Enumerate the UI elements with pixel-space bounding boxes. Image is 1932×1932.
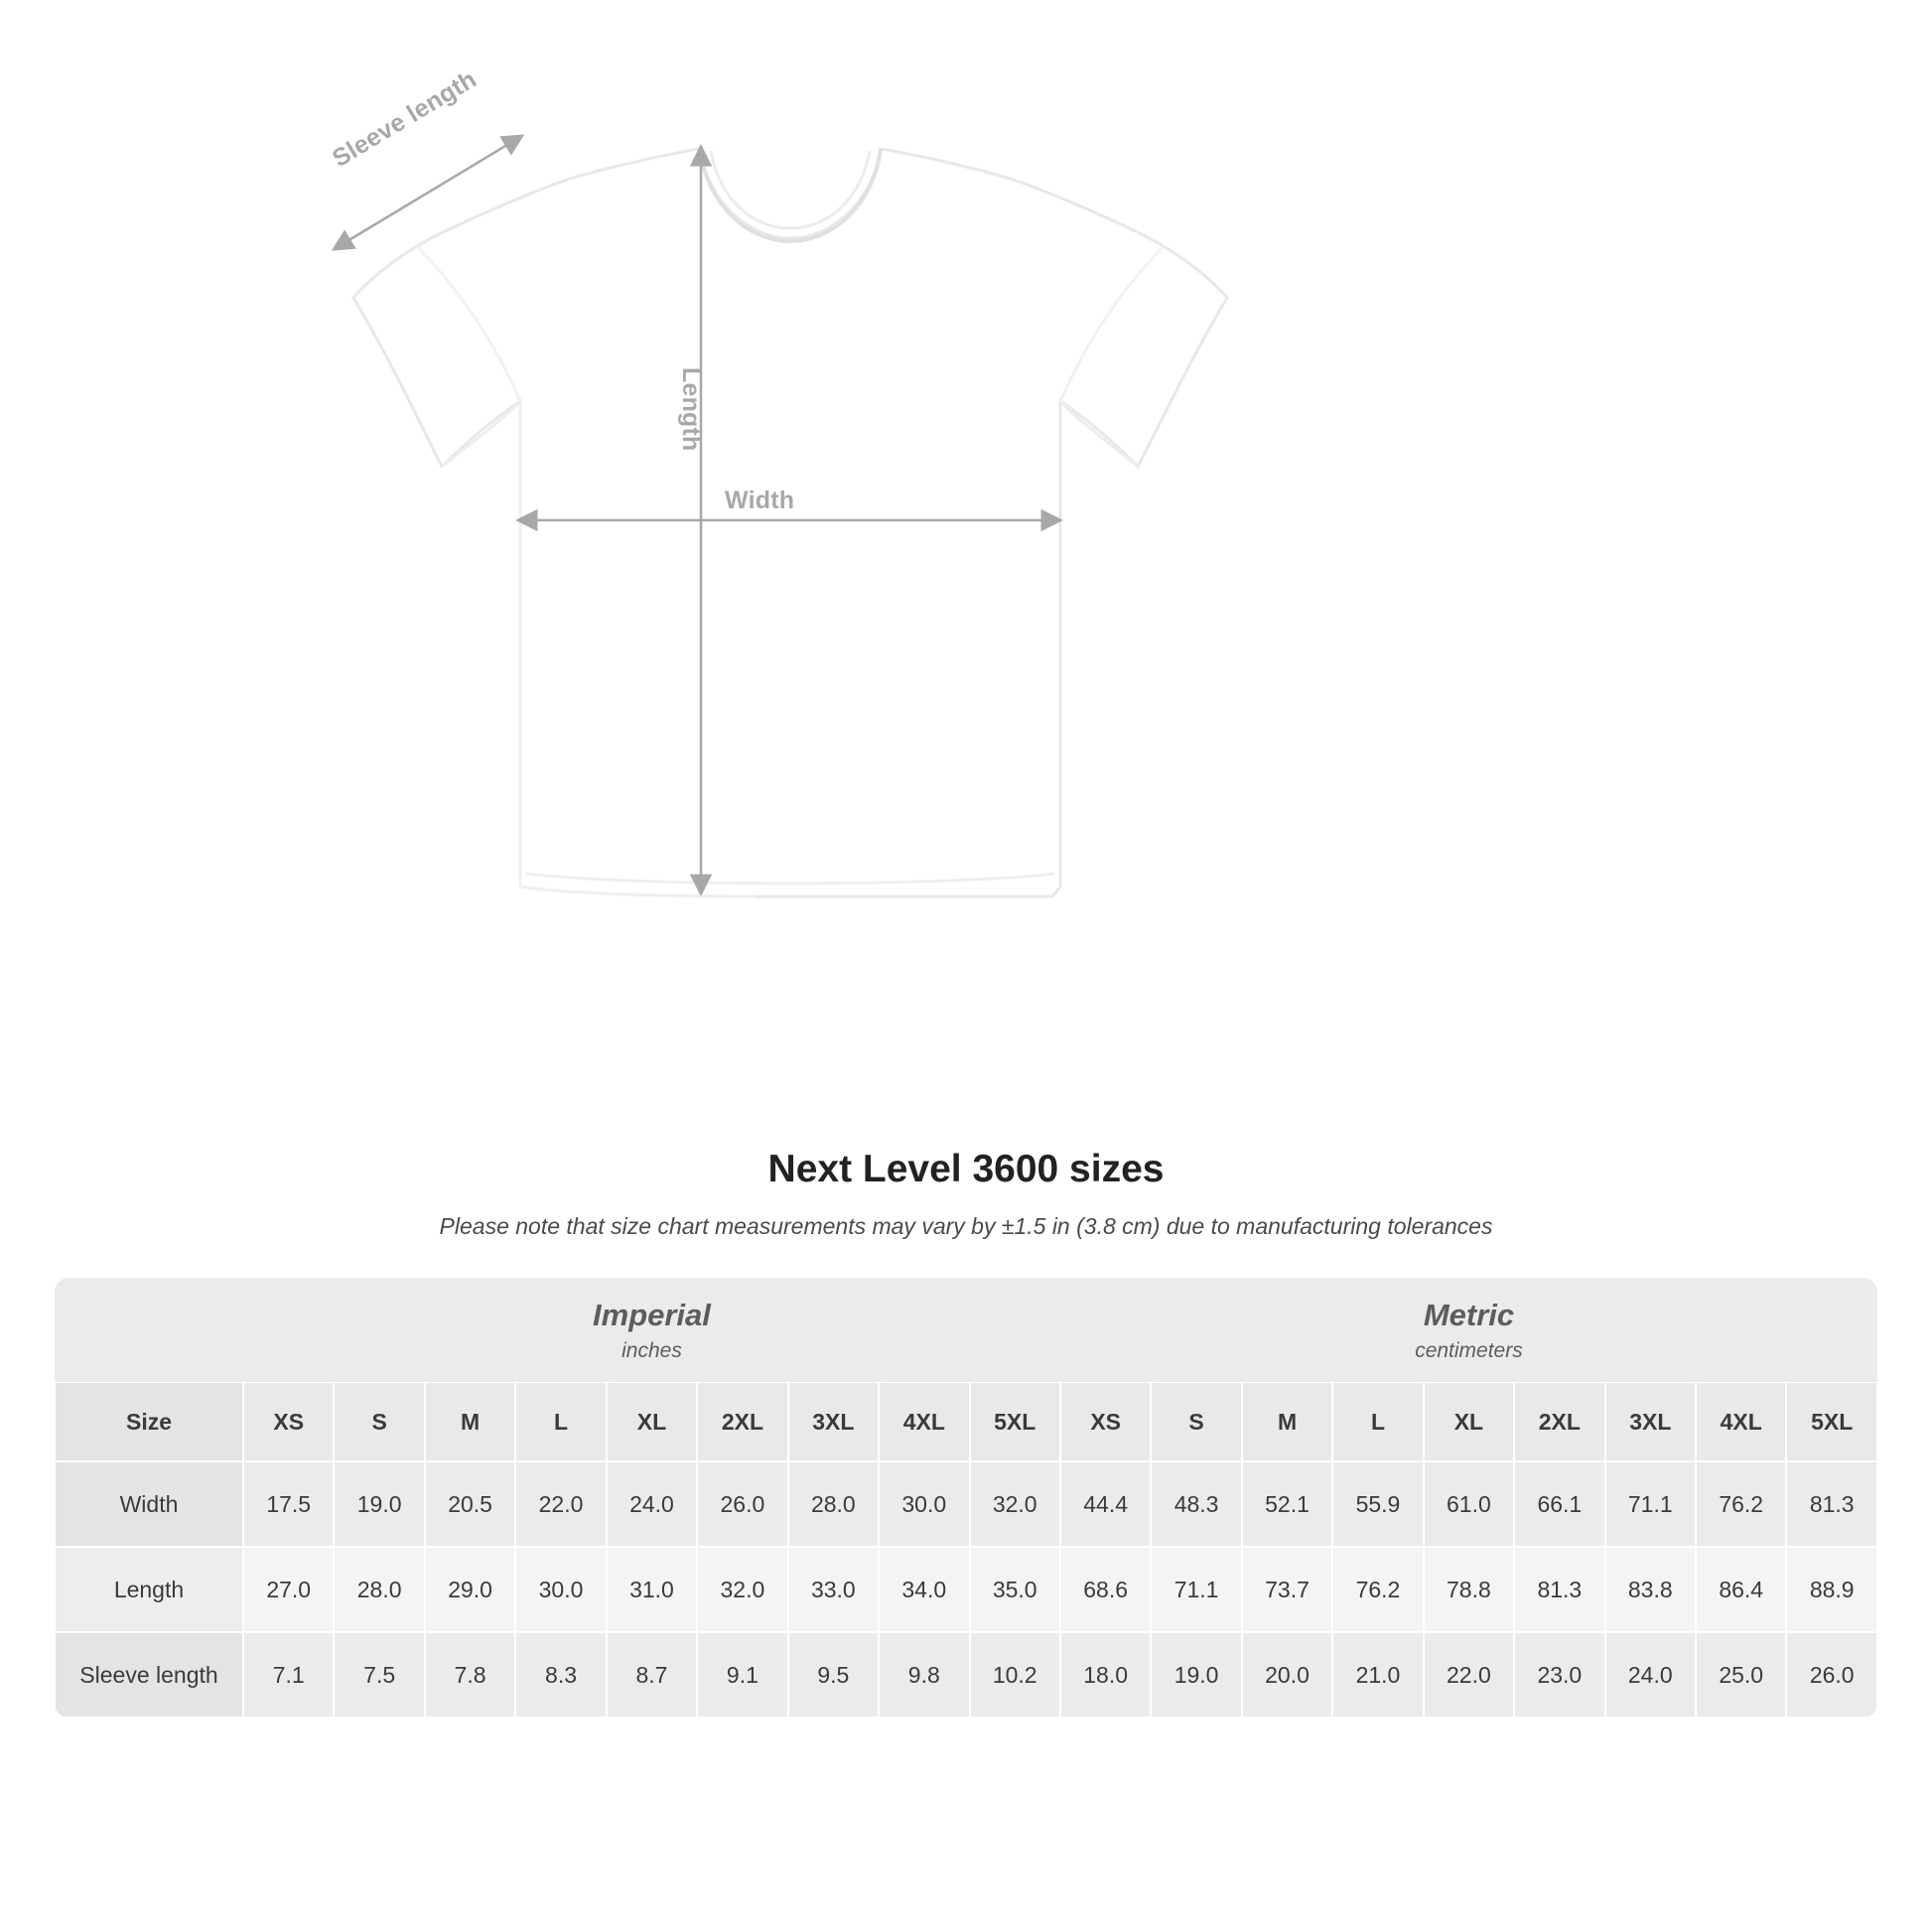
cell-length-metric-5xl: 88.9 (1786, 1547, 1877, 1632)
cell-sleeve-metric-l: 21.0 (1332, 1632, 1423, 1718)
cell-sleeve-metric-s: 19.0 (1151, 1632, 1241, 1718)
size-col-metric-l: L (1332, 1382, 1423, 1461)
size-table (55, 1278, 1877, 1718)
cell-length-imperial-4xl: 34.0 (879, 1547, 969, 1632)
cell-sleeve-imperial-5xl: 10.2 (970, 1632, 1060, 1718)
size-col-metric-m: M (1242, 1382, 1332, 1461)
cell-sleeve-metric-3xl: 24.0 (1605, 1632, 1696, 1718)
cell-length-imperial-5xl: 35.0 (970, 1547, 1060, 1632)
unit-header-row (55, 1278, 1877, 1382)
length-dimension-label: Length (677, 367, 705, 452)
cell-width-metric-4xl: 76.2 (1696, 1461, 1786, 1547)
cell-sleeve-imperial-3xl: 9.5 (788, 1632, 879, 1718)
size-col-metric-4xl: 4XL (1696, 1382, 1786, 1461)
cell-sleeve-metric-m: 20.0 (1242, 1632, 1332, 1718)
cell-sleeve-imperial-s: 7.5 (334, 1632, 424, 1718)
cell-length-metric-4xl: 86.4 (1696, 1547, 1786, 1632)
cell-width-imperial-l: 22.0 (515, 1461, 606, 1547)
table-row-width (55, 1461, 1877, 1547)
metric-label: Metric (1423, 1297, 1515, 1332)
size-table-wrapper (55, 1278, 1877, 1718)
size-col-metric-3xl: 3XL (1605, 1382, 1696, 1461)
size-col-imperial-4xl: 4XL (879, 1382, 969, 1461)
sleeve-length-dimension-label: Sleeve length (328, 65, 482, 174)
cell-sleeve-metric-4xl: 25.0 (1696, 1632, 1786, 1718)
cell-width-imperial-4xl: 30.0 (879, 1461, 969, 1547)
cell-sleeve-imperial-4xl: 9.8 (879, 1632, 969, 1718)
cell-width-imperial-xl: 24.0 (607, 1461, 697, 1547)
cell-sleeve-imperial-l: 8.3 (515, 1632, 606, 1718)
table-row-length (55, 1547, 1877, 1632)
cell-length-metric-s: 71.1 (1151, 1547, 1241, 1632)
size-col-imperial-xl: XL (607, 1382, 697, 1461)
cell-length-imperial-3xl: 33.0 (788, 1547, 879, 1632)
size-col-imperial-5xl: 5XL (970, 1382, 1060, 1461)
cell-width-metric-xl: 61.0 (1424, 1461, 1514, 1547)
cell-sleeve-imperial-xl: 8.7 (607, 1632, 697, 1718)
cell-length-metric-xl: 78.8 (1424, 1547, 1514, 1632)
cell-length-metric-m: 73.7 (1242, 1547, 1332, 1632)
size-col-metric-xs: XS (1060, 1382, 1151, 1461)
cell-sleeve-imperial-m: 7.8 (425, 1632, 515, 1718)
unit-group-imperial (243, 1278, 1060, 1382)
table-row-sleeve-length (55, 1632, 1877, 1718)
imperial-sub-label: inches (621, 1338, 682, 1362)
cell-length-metric-l: 76.2 (1332, 1547, 1423, 1632)
cell-sleeve-imperial-2xl: 9.1 (697, 1632, 787, 1718)
cell-width-imperial-xs: 17.5 (243, 1461, 334, 1547)
cell-length-imperial-m: 29.0 (425, 1547, 515, 1632)
size-col-metric-s: S (1151, 1382, 1241, 1461)
row-header-length: Length (55, 1547, 243, 1632)
imperial-label: Imperial (593, 1297, 711, 1332)
unit-group-metric (1060, 1278, 1877, 1382)
cell-width-metric-5xl: 81.3 (1786, 1461, 1877, 1547)
cell-sleeve-metric-xl: 22.0 (1424, 1632, 1514, 1718)
cell-sleeve-metric-2xl: 23.0 (1514, 1632, 1604, 1718)
cell-length-imperial-2xl: 32.0 (697, 1547, 787, 1632)
size-col-imperial-m: M (425, 1382, 515, 1461)
cell-length-metric-xs: 68.6 (1060, 1547, 1151, 1632)
cell-length-metric-3xl: 83.8 (1605, 1547, 1696, 1632)
cell-width-imperial-3xl: 28.0 (788, 1461, 879, 1547)
table-row-size-header (55, 1382, 1877, 1461)
size-col-metric-xl: XL (1424, 1382, 1514, 1461)
cell-width-imperial-2xl: 26.0 (697, 1461, 787, 1547)
row-header-width: Width (55, 1461, 243, 1547)
size-col-imperial-l: L (515, 1382, 606, 1461)
row-header-size: Size (55, 1382, 243, 1461)
cell-width-imperial-5xl: 32.0 (970, 1461, 1060, 1547)
cell-width-imperial-m: 20.5 (425, 1461, 515, 1547)
cell-length-imperial-l: 30.0 (515, 1547, 606, 1632)
cell-length-imperial-s: 28.0 (334, 1547, 424, 1632)
unit-header-spacer (55, 1278, 243, 1382)
cell-sleeve-imperial-xs: 7.1 (243, 1632, 334, 1718)
cell-width-metric-m: 52.1 (1242, 1461, 1332, 1547)
row-header-sleeve-length: Sleeve length (55, 1632, 243, 1718)
width-dimension-label: Width (725, 486, 795, 514)
cell-width-metric-s: 48.3 (1151, 1461, 1241, 1547)
cell-length-imperial-xl: 31.0 (607, 1547, 697, 1632)
size-col-imperial-xs: XS (243, 1382, 334, 1461)
cell-length-metric-2xl: 81.3 (1514, 1547, 1604, 1632)
size-col-imperial-2xl: 2XL (697, 1382, 787, 1461)
size-col-imperial-3xl: 3XL (788, 1382, 879, 1461)
cell-sleeve-metric-5xl: 26.0 (1786, 1632, 1877, 1718)
size-col-metric-5xl: 5XL (1786, 1382, 1877, 1461)
size-col-metric-2xl: 2XL (1514, 1382, 1604, 1461)
cell-width-metric-2xl: 66.1 (1514, 1461, 1604, 1547)
chart-note: Please note that size chart measurements may vary by ±1.5 in (3.8 cm) due to manufacturing tolerances (439, 1213, 1493, 1239)
cell-width-imperial-s: 19.0 (334, 1461, 424, 1547)
cell-length-imperial-xs: 27.0 (243, 1547, 334, 1632)
chart-title: Next Level 3600 sizes (767, 1148, 1165, 1190)
cell-sleeve-metric-xs: 18.0 (1060, 1632, 1151, 1718)
metric-sub-label: centimeters (1415, 1338, 1523, 1362)
size-col-imperial-s: S (334, 1382, 424, 1461)
cell-width-metric-xs: 44.4 (1060, 1461, 1151, 1547)
cell-width-metric-l: 55.9 (1332, 1461, 1423, 1547)
cell-width-metric-3xl: 71.1 (1605, 1461, 1696, 1547)
